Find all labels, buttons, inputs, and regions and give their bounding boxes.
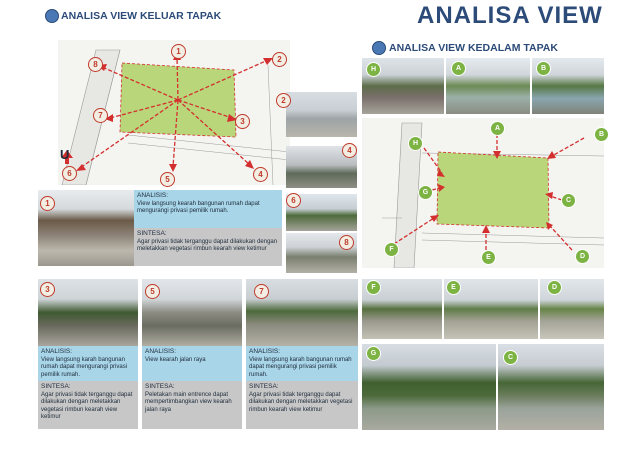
panel-1-analisis-head: ANALISIS: [137, 192, 169, 199]
panel-5-sintesa [142, 381, 242, 429]
view-marker-3: 3 [235, 114, 250, 129]
panel-1-analisis-text: View langsung kearah bangunan rumah dapat mengurangi privasi pemilik rumah. [137, 200, 260, 214]
panel-7-analisis-text: View langsung karah bangunan rumah dapat mengurangi privasi pemilik rumah. [249, 356, 352, 378]
photo-in-label-e: E [446, 280, 461, 295]
map-in-label-e: E [481, 250, 496, 265]
panel-1-sintesa [134, 228, 282, 266]
map-in-label-a: A [490, 121, 505, 136]
panel-7-analisis [246, 346, 358, 381]
view-marker-5: 5 [160, 172, 175, 187]
panel-5-analisis-head: ANALISIS: [145, 348, 177, 355]
view-marker-4: 4 [253, 167, 268, 182]
panel-1-sintesa-head: SINTESA: [137, 230, 167, 237]
panel-7-sintesa-head: SINTESA: [249, 383, 279, 390]
panel-1-analisis [134, 190, 282, 228]
left-section-title: ANALISA VIEW KELUAR TAPAK [61, 10, 222, 22]
view-marker-2: 2 [272, 52, 287, 67]
photo-in-label-h: H [366, 62, 381, 77]
photo-label-3: 3 [40, 282, 55, 297]
map-in-label-c: C [561, 193, 576, 208]
panel-7-sintesa-text: Agar privasi tidak terganggu dapat dilakukan dengan meletakkan vegetasi rimbun kearah view ketimur [249, 391, 353, 413]
side-photo-2 [286, 92, 357, 137]
photo-label-1: 1 [40, 196, 55, 211]
north-label: U [60, 147, 70, 162]
photo-label-7: 7 [254, 284, 269, 299]
map-in-label-b: B [594, 127, 609, 142]
panel-7-analisis-head: ANALISIS: [249, 348, 281, 355]
photo-in-label-f: F [366, 280, 381, 295]
panel-3-sintesa [38, 381, 138, 429]
photo-label-5: 5 [145, 284, 160, 299]
view-marker-7: 7 [93, 108, 108, 123]
panel-5-sintesa-text: Peletakan main entrence dapat mempertimbangkan view kearah jalan raya [145, 391, 232, 413]
panel-3-sintesa-head: SINTESA: [41, 383, 71, 390]
photo-in-label-b: B [536, 61, 551, 76]
view-marker-8: 8 [88, 57, 103, 72]
panel-3-sintesa-text: Agar privasi tidak terganggu dapat dilakukan dengan meletakkan vegetasi rimbun kearah view ketimur [41, 391, 133, 420]
map-in-label-f: F [384, 242, 399, 257]
header-bullet-right [372, 41, 386, 55]
panel-3-analisis-text: View langsung karah bangunan rumah dapat mengurangi privasi pemilik rumah. [41, 356, 128, 378]
side-photo-label-8: 8 [339, 235, 354, 250]
map-in-label-g: G [418, 185, 433, 200]
photo-in-label-d: D [547, 280, 562, 295]
panel-5-analisis [142, 346, 242, 381]
panel-5-sintesa-head: SINTESA: [145, 383, 175, 390]
photo-in-label-g: G [366, 346, 381, 361]
panel-3-analisis-head: ANALISIS: [41, 348, 73, 355]
site-area-in [437, 152, 549, 228]
panel-1-sintesa-text: Agar privasi tidak terganggu dapat dilakukan dengan meletakkan vegetasi rimbun kearah view ketimur [137, 238, 278, 252]
side-photo-label-6: 6 [286, 193, 301, 208]
page-title: ANALISA VIEW [417, 2, 603, 29]
panel-5-analisis-text: View kearah jalan raya [145, 356, 206, 363]
panel-7-sintesa [246, 381, 358, 429]
photo-in-label-c: C [503, 350, 518, 365]
side-photo-label-2: 2 [276, 93, 291, 108]
view-marker-1: 1 [171, 44, 186, 59]
panel-3-analisis [38, 346, 138, 381]
side-photo-label-4: 4 [342, 143, 357, 158]
header-bullet-left [45, 9, 59, 23]
photo-in-g [362, 344, 496, 430]
map-in-label-d: D [575, 249, 590, 264]
photo-in-label-a: A [451, 61, 466, 76]
view-marker-6: 6 [62, 166, 77, 181]
right-section-title: ANALISA VIEW KEDALAM TAPAK [389, 42, 558, 54]
map-in-label-h: H [408, 136, 423, 151]
